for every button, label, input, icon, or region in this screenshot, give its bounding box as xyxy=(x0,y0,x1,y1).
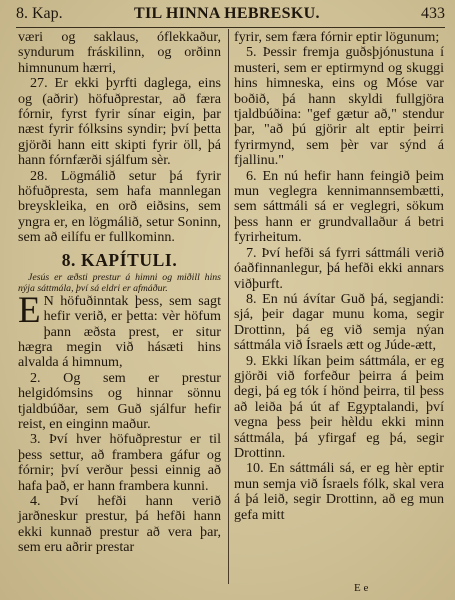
paragraph-verse-3: 3. Því hver höfuðprestur er til þess settur, að frambera gáfur og fórnir; því verður þessi einnig að hafa það, er hann frambera kunni. xyxy=(18,431,221,494)
paragraph-verse-6: 6. En nú hefir hann feingið þeim mun veglegra kennimannsembætti, sem sáttmáli sá er veglegri, sökum þess hann er grundvallaður á betri fyrirheitum. xyxy=(234,167,444,246)
page-number: 433 xyxy=(421,5,445,22)
signature-mark: E e xyxy=(354,582,369,594)
column-divider xyxy=(228,29,229,584)
paragraph-verse-2: 2. Og sem er prestur helgidómsins og hinnar sönnu tjaldbúðar, sem Guð sjálfur hefir reist, en einginn maður. xyxy=(18,369,221,432)
paragraph: fyrir, sem færa fórnir eptir lögunum; xyxy=(234,29,440,45)
paragraph-verse-27: 27. Er ekki þyrfti daglega, eins og (aðrir) höfuðprestar, að færa fórnir, fyrst fyrir sínar eigin, þar næst fyrir fólksins syndir; því þetta gjörði hann eitt skipti fyrir öll, þá hann fórnfærði sjálfum sèr. xyxy=(18,75,221,169)
paragraph-verse-10: 10. En sáttmáli sá, er eg hèr eptir mun semja við Ísraels fólk, skal vera á þá leið, segir Drottinn, að eg mun gefa mitt xyxy=(234,460,444,523)
paragraph-verse-5: 5. Þessir fremja guðsþjónustuna í musteri, sem er eptirmynd og skuggi hins himneska, eins og Móse var boðið, þá hann skyldi fullgjöra tjaldbúðina: "gef gætur að," stendur þar, "að þú gjörir alt eptir þeirri fyrirmynd, sem þèr var sýnd á fjallinu." xyxy=(234,44,444,169)
paragraph-verse-1 xyxy=(18,289,221,371)
chapter-heading: 8. KAPÍTULI. xyxy=(61,249,178,270)
chapter-label: 8. Kap. xyxy=(16,5,63,22)
verse-1-text: N höfuðinntak þess, sem sagt hefir verið, er þetta: vèr höfum þann æðsta prest, er situr hægra megin við hásæti hins alvalda á himnum, xyxy=(18,292,221,371)
paragraph-verse-7: 7. Því hefði sá fyrri sáttmáli verið óaðfinnanlegur, þá hefði ekki annars viðþurft. xyxy=(234,244,444,292)
paragraph-verse-28: 28. Lögmálið setur þá fyrir höfuðpresta, sem hafa mannlegan breyskleika, en orð eiðsins, sem yngra er, en lögmálið, setur Soninn, sem að eilífu er fullkominn. xyxy=(18,167,221,246)
drop-cap: E xyxy=(18,289,41,331)
header-rule xyxy=(16,27,445,28)
paragraph: væri og saklaus, óflekkaður, syndurum fráskilinn, og orðinn himnunum hærri, xyxy=(18,29,221,76)
running-title: TIL HINNA HEBRESKU. xyxy=(134,5,320,22)
paragraph-verse-4: 4. Því hefði hann verið jarðneskur prestur, þá hefði hann ekki kunnað prestur að vera þar, sem eru aðrir prestar xyxy=(18,492,221,556)
right-column xyxy=(234,30,444,523)
chapter-summary: Jesús er æðsti prestur á himni og miðill hins nýja sáttmála, því sá eldri er afmáður. xyxy=(18,271,221,294)
left-column xyxy=(18,30,221,556)
paragraph-verse-8: 8. En nú ávítar Guð þá, segjandi: sjá, þeir dagar munu koma, segir Drottinn, þá eg við semja nýan sáttmála við Ísraels ætt og Júde-ætt, xyxy=(234,290,444,354)
paragraph-verse-9: 9. Ekki líkan þeim sáttmála, er eg gjörði við forfeður þeirra á þeim degi, þá eg tók í hönd þeirra, til þess að leiða þá út af Egyptalandi, því vegna þess þeir hèldu ekki minn sáttmála, þá yfirgaf eg þá, segir Drottinn. xyxy=(234,352,444,461)
running-header xyxy=(16,3,445,25)
